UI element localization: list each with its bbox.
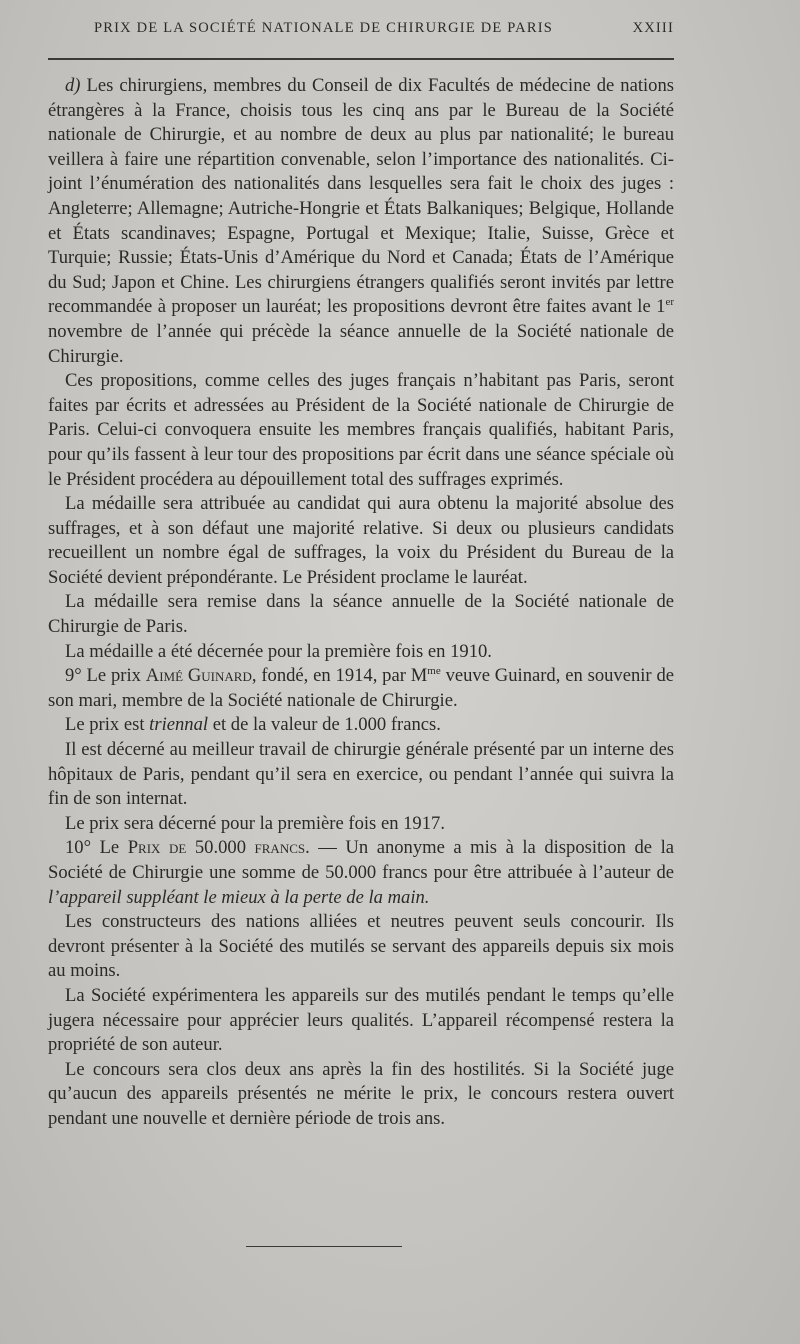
paragraph-1 (48, 74, 674, 369)
paragraph-5-text: La médaille a été décernée pour la première fois en 1910. (65, 640, 492, 662)
paragraph-1-text: novembre de l’année qui précède la séance annuelle de la Société nationale de Chirurgie. (48, 320, 674, 367)
paragraph-10-text: l’appareil suppléant le mieux à la perte de la main. (48, 886, 430, 908)
paragraph-13-text: Le concours sera clos deux ans après la fin des hostilités. Si la Société juge qu’aucun des appareils présentés ne mérite le prix, le concours restera ouvert pendant une nouvelle et dernière période de trois ans. (48, 1058, 674, 1129)
paragraph-3 (48, 492, 674, 590)
paragraph-4-text: La médaille sera remise dans la séance annuelle de la Société nationale de Chirurgie de Paris. (48, 591, 674, 638)
paragraph-13 (48, 1058, 674, 1132)
body-text (48, 74, 674, 1132)
paragraph-12-text: La Société expérimentera les appareils sur des mutilés pendant le temps qu’elle jugera nécessaire pour apprécier leurs qualités. L’appareil récompensé restera la propriété de son auteur. (48, 984, 674, 1056)
paragraph-6-text: Aimé Guinard (145, 665, 252, 687)
paragraph-3-text: La médaille sera attribuée au candidat qui aura obtenu la majorité absolue des suffrages, et à son défaut une majorité relative. Si deux ou plusieurs candidats recueillent un nombre égal de suffrages, la voix du Président du Bureau de la Société devient prépondérante. Le Président proclame le lauréat. (48, 493, 674, 588)
paragraph-9-text: Le prix sera décerné pour la première fois en 1917. (65, 812, 445, 834)
paragraph-10-text: . — Un anonyme a mis à la disposition de la Société de Chirurgie une somme de 50.000 francs pour être attribuée à l’auteur de (48, 837, 674, 883)
paragraph-7-text: triennal (149, 714, 209, 736)
paragraph-9 (48, 812, 674, 837)
paragraph-6 (48, 664, 674, 713)
paragraph-7 (48, 713, 674, 738)
end-rule (246, 1246, 402, 1247)
paragraph-4 (48, 590, 674, 639)
paragraph-8 (48, 738, 674, 812)
paragraph-1-text: d) (65, 75, 81, 96)
paragraph-6-text: me (427, 665, 441, 678)
paragraph-6-text: 9° Le prix (65, 665, 146, 687)
page-number: XXIII (632, 20, 674, 36)
paragraph-7-text: et de la valeur de 1.000 francs. (208, 714, 441, 736)
paragraph-6-text: , fondé, en 1914, par M (251, 665, 428, 687)
paragraph-1-text: Les chirurgiens, membres du Conseil de dix Facultés de médecine de nations étrangères à la France, choisis tous les cinq ans par le Bureau de la Société nationale de Chirurgie, et au nombre de deux au plus par nationalité; le bureau veillera à faire une répartition convenable, selon l’importance des nationalités. Ci-joint l’énumération des nationalités dans lesquelles sera fait le choix des juges : Angleterre; Allemagne; Autriche-Hongrie et États Balkaniques; Belgique, Hollande et États scandinaves; Espagne, Portugal et Mexique; Italie, Suisse, Grèce et Turquie; Russie; États-Unis d’Amérique du Nord et Canada; États de l’Amérique du Sud; Japon et Chine. Les chirurgiens étrangers qualifiés seront invités par lettre recommandée à proposer un lauréat; les propositions devront être faites avant le 1 (48, 75, 674, 318)
header-rule (48, 58, 674, 60)
paragraph-10-text: 10° Le (65, 837, 128, 859)
paragraph-2 (48, 369, 674, 492)
paragraph-11-text: Les constructeurs des nations alliées et neutres peuvent seuls concourir. Ils devront présenter à la Société des mutilés se servant des appareils depuis six mois au moins. (48, 911, 674, 982)
paragraph-5 (48, 640, 674, 665)
paragraph-2-text: Ces propositions, comme celles des juges français n’habitant pas Paris, seront faites par écrits et adressées au Président de la Société nationale de Chirurgie de Paris. Celui-ci convoquera ensuite les membres français qualifiés, habitant Paris, pour qu’ils fassent à leur tour des propositions par écrit dans une séance spéciale où le Président procédera au dépouillement total des suffrages exprimés. (48, 370, 674, 490)
paragraph-10 (48, 836, 674, 910)
paragraph-10-text: Prix de 50.000 francs (127, 837, 306, 859)
paragraph-12 (48, 984, 674, 1058)
paragraph-7-text: Le prix est (65, 714, 150, 736)
paragraph-6-text: veuve Guinard, en souvenir de son mari, membre de la Société nationale de Chirurgie. (48, 665, 674, 711)
running-header-title: PRIX DE LA SOCIÉTÉ NATIONALE DE CHIRURGIE DE PARIS (94, 20, 554, 36)
running-header (48, 20, 674, 42)
paragraph-11 (48, 910, 674, 984)
paragraph-8-text: Il est décerné au meilleur travail de chirurgie générale présenté par un interne des hôpitaux de Paris, pendant qu’il sera en exercice, ou pendant l’année qui suivra la fin de son internat. (48, 739, 674, 810)
paragraph-1-text: er (665, 296, 674, 309)
